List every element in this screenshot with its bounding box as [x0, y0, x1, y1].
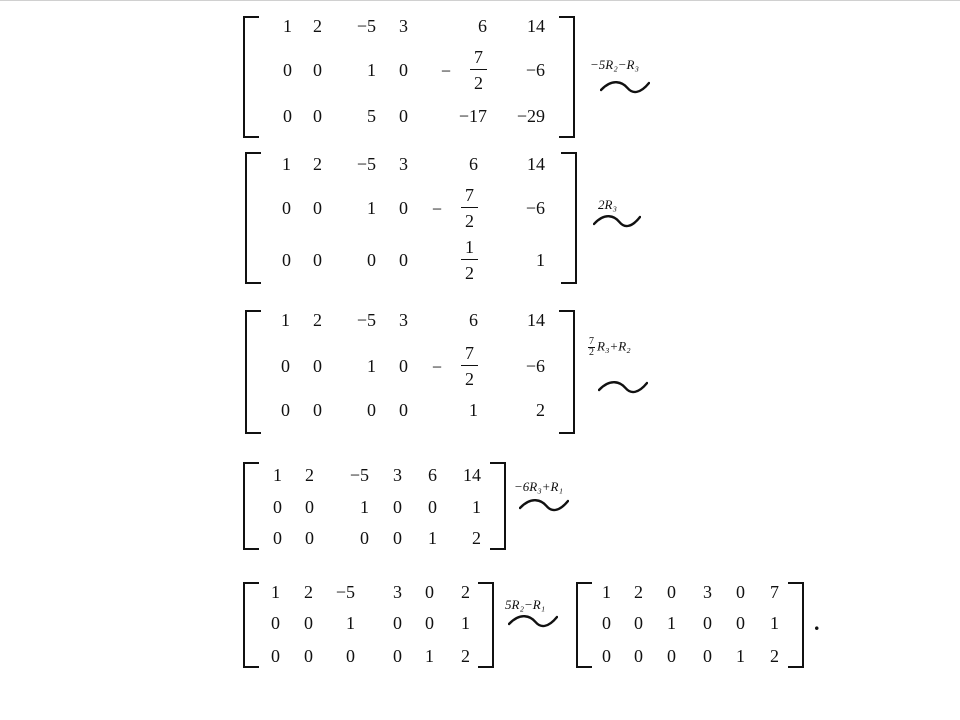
- matrix-entry: 0: [399, 198, 408, 218]
- right-bracket: [788, 582, 804, 668]
- matrix-entry: 2: [313, 16, 322, 36]
- matrix-entry: 1: [360, 497, 369, 517]
- matrix-entry: 2: [461, 582, 470, 602]
- trailing-period: .: [814, 610, 820, 635]
- matrix-entry: 0: [399, 400, 408, 420]
- matrix-entry: 6: [428, 465, 437, 485]
- matrix-entry: 1: [425, 646, 434, 666]
- operation-text: 5R₂−R₁: [505, 597, 546, 612]
- top-border: [0, 0, 960, 1]
- matrix-entry: 0: [367, 250, 376, 270]
- matrix-entry: 14: [527, 16, 545, 36]
- matrix-entry: 3: [393, 582, 402, 602]
- row-operation-label: [590, 58, 639, 71]
- fraction-denominator: 2: [465, 369, 474, 389]
- matrix-entry: 2: [472, 528, 481, 548]
- matrix-entry: 0: [399, 106, 408, 126]
- matrix-entry: 2: [313, 310, 322, 330]
- matrix-entry-fraction: [461, 344, 478, 388]
- matrix-entry: 6: [469, 310, 478, 330]
- row-equivalence-tilde-icon: [593, 214, 641, 228]
- matrix-entry: 0: [393, 528, 402, 548]
- matrix-entry: 1: [536, 250, 545, 270]
- fraction-numerator: 1: [461, 238, 478, 260]
- matrix-entry: −29: [516, 106, 545, 126]
- matrix-entry: 1: [281, 310, 290, 330]
- matrix-entry: 0: [313, 250, 322, 270]
- matrix-entry: 1: [346, 613, 355, 633]
- right-bracket: [561, 152, 577, 284]
- matrix-entry: 1: [602, 582, 611, 602]
- coefficient-numerator: 7: [589, 336, 594, 347]
- matrix-entry: 0: [393, 497, 402, 517]
- matrix-entry: 3: [393, 465, 402, 485]
- matrix-entry: 2: [634, 582, 643, 602]
- augmented-matrix: [243, 582, 494, 668]
- matrix-entry: −5: [335, 582, 355, 602]
- matrix-entry-fraction: [461, 238, 478, 282]
- matrix-entry: 2: [305, 465, 314, 485]
- row-operation-label: [598, 198, 617, 211]
- matrix-entry: 0: [313, 356, 322, 376]
- matrix-entry: 0: [399, 356, 408, 376]
- matrix-entry-fraction: [461, 186, 478, 230]
- operation-text: −6R₃+R₁: [514, 479, 563, 494]
- matrix-entry: 1: [461, 613, 470, 633]
- matrix-entry: 1: [271, 582, 280, 602]
- row-equivalence-tilde-icon: [600, 80, 650, 94]
- matrix-entry: −6: [525, 60, 545, 80]
- matrix-entry: 0: [602, 646, 611, 666]
- matrix-entry: 0: [393, 613, 402, 633]
- matrix-entry: 14: [527, 154, 545, 174]
- matrix-entry: 1: [367, 60, 376, 80]
- matrix-entry: 5: [367, 106, 376, 126]
- matrix-entry: 2: [304, 582, 313, 602]
- matrix-entry: 0: [428, 497, 437, 517]
- right-bracket: [559, 310, 575, 434]
- matrix-entry: 0: [703, 646, 712, 666]
- matrix-entry: 0: [602, 613, 611, 633]
- matrix-entry: 1: [367, 198, 376, 218]
- matrix-entry: 0: [273, 497, 282, 517]
- matrix-entry: 0: [313, 198, 322, 218]
- fraction-sign: −: [431, 199, 442, 219]
- matrix-entry: 0: [667, 646, 676, 666]
- matrix-entry: 1: [736, 646, 745, 666]
- left-bracket: [245, 152, 261, 284]
- matrix-entry: 0: [281, 356, 290, 376]
- matrix-entry: 3: [703, 582, 712, 602]
- matrix-entry: 0: [346, 646, 355, 666]
- matrix-entry: 0: [271, 646, 280, 666]
- matrix-entry: 0: [634, 613, 643, 633]
- matrix-entry: 2: [536, 400, 545, 420]
- fraction-denominator: 2: [465, 211, 474, 231]
- matrix-entry: 2: [770, 646, 779, 666]
- matrix-entry: 2: [461, 646, 470, 666]
- operation-text: R₃+R₂: [597, 338, 631, 354]
- matrix-entry: 0: [282, 198, 291, 218]
- matrix-entry: 1: [367, 356, 376, 376]
- matrix-entry: 0: [425, 582, 434, 602]
- left-bracket: [245, 310, 261, 434]
- row-operation-label: [505, 598, 545, 611]
- matrix-entry: 14: [463, 465, 481, 485]
- matrix-entry: 0: [736, 582, 745, 602]
- right-bracket: [559, 16, 575, 138]
- left-bracket: [576, 582, 592, 668]
- matrix-entry: 1: [282, 154, 291, 174]
- matrix-entry: 6: [478, 16, 487, 36]
- matrix-entry: 0: [399, 250, 408, 270]
- matrix-entry: 2: [313, 154, 322, 174]
- row-operation-label: [514, 480, 563, 493]
- matrix-entry: 0: [283, 60, 292, 80]
- matrix-entry: −5: [349, 465, 369, 485]
- matrix-entry: 0: [667, 582, 676, 602]
- matrix-entry: 1: [469, 400, 478, 420]
- matrix-entry-fraction: [470, 48, 487, 92]
- matrix-entry: 1: [770, 613, 779, 633]
- matrix-entry: 0: [313, 400, 322, 420]
- matrix-entry: 0: [634, 646, 643, 666]
- matrix-entry: 14: [527, 310, 545, 330]
- right-bracket: [490, 462, 506, 550]
- matrix-entry: 0: [305, 497, 314, 517]
- matrix-entry: 6: [469, 154, 478, 174]
- matrix-entry: 0: [360, 528, 369, 548]
- matrix-entry: 0: [736, 613, 745, 633]
- operation-coefficient: [588, 337, 595, 358]
- matrix-entry: 0: [273, 528, 282, 548]
- matrix-entry: −6: [525, 356, 545, 376]
- row-equivalence-tilde-icon: [519, 498, 569, 512]
- fraction-denominator: 2: [465, 263, 474, 283]
- matrix-entry: 7: [770, 582, 779, 602]
- operation-text: −5R₂−R₃: [590, 57, 639, 72]
- matrix-entry: 0: [313, 106, 322, 126]
- matrix-entry: 1: [428, 528, 437, 548]
- matrix-entry: −17: [458, 106, 487, 126]
- matrix-entry: 1: [273, 465, 282, 485]
- left-bracket: [243, 16, 259, 138]
- row-equivalence-tilde-icon: [598, 380, 648, 394]
- coefficient-denominator: 2: [589, 347, 594, 358]
- matrix-entry: 0: [283, 106, 292, 126]
- fraction-denominator: 2: [474, 73, 483, 93]
- left-bracket: [243, 462, 259, 550]
- matrix-entry: 3: [399, 16, 408, 36]
- row-equivalence-tilde-icon: [508, 614, 558, 628]
- matrix-entry: −6: [525, 198, 545, 218]
- matrix-entry: 0: [282, 250, 291, 270]
- left-bracket: [243, 582, 259, 668]
- row-operation-label: [588, 337, 631, 358]
- fraction-sign: −: [431, 357, 442, 377]
- matrix-entry: 1: [283, 16, 292, 36]
- matrix-entry: 1: [667, 613, 676, 633]
- matrix-entry: 0: [271, 613, 280, 633]
- fraction-numerator: 7: [461, 344, 478, 366]
- operation-text: 2R₃: [598, 197, 617, 212]
- matrix-entry: 0: [425, 613, 434, 633]
- matrix-entry: 1: [472, 497, 481, 517]
- fraction-numerator: 7: [461, 186, 478, 208]
- matrix-entry: 0: [703, 613, 712, 633]
- matrix-entry: 0: [304, 646, 313, 666]
- matrix-entry: 0: [393, 646, 402, 666]
- matrix-entry: 3: [399, 154, 408, 174]
- matrix-entry: 0: [399, 60, 408, 80]
- matrix-entry: 0: [304, 613, 313, 633]
- matrix-entry: 3: [399, 310, 408, 330]
- matrix-entry: 0: [313, 60, 322, 80]
- right-bracket: [478, 582, 494, 668]
- fraction-sign: −: [440, 61, 451, 81]
- fraction-numerator: 7: [470, 48, 487, 70]
- matrix-entry: −5: [356, 16, 376, 36]
- matrix-entry: −5: [356, 154, 376, 174]
- matrix-entry: 0: [281, 400, 290, 420]
- matrix-entry: 0: [367, 400, 376, 420]
- matrix-entry: −5: [356, 310, 376, 330]
- matrix-entry: 0: [305, 528, 314, 548]
